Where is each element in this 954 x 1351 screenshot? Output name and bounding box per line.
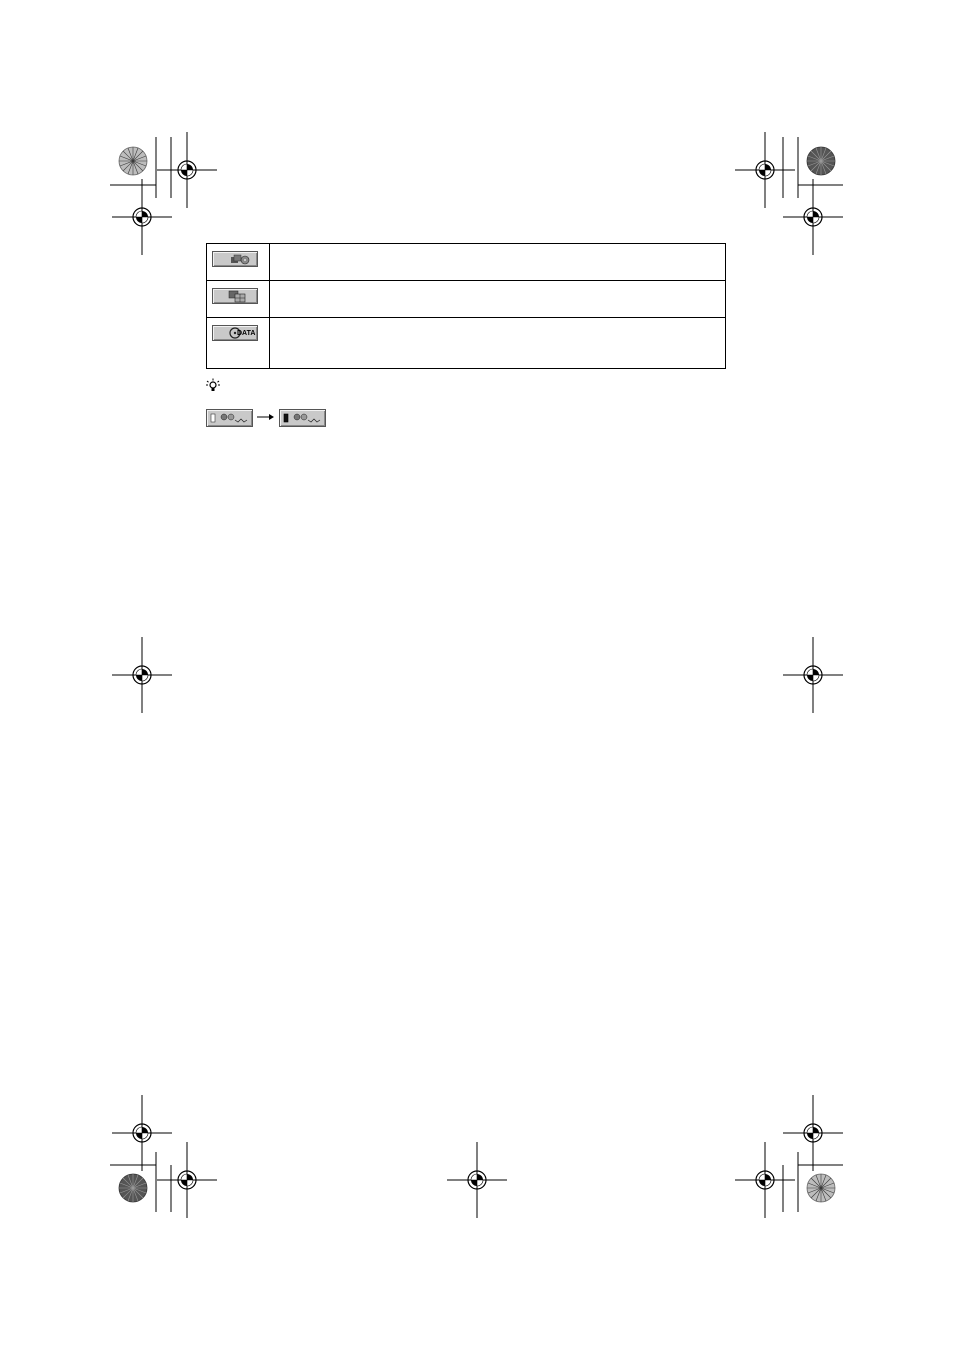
table-row [207, 281, 726, 318]
arrow-right-icon [257, 409, 275, 427]
registration-crosshair-icon [735, 1142, 795, 1218]
folders-to-disc-icon [212, 251, 258, 267]
registration-crosshair-icon [783, 1095, 843, 1171]
row-description [270, 281, 726, 318]
registration-crosshair-icon [112, 1095, 172, 1171]
icon-table [206, 243, 726, 369]
window-grid-icon [212, 288, 258, 304]
registration-crosshair-icon [735, 132, 795, 208]
registration-crosshair-icon [112, 179, 172, 255]
registration-crosshair-icon [783, 179, 843, 255]
starburst-target-icon [119, 1174, 147, 1202]
data-disc-icon [212, 325, 258, 341]
registration-crosshair-icon [783, 637, 843, 713]
lightbulb-hint-icon [205, 381, 221, 398]
registration-crosshair-icon [157, 132, 217, 208]
registration-crosshair-icon [112, 637, 172, 713]
starburst-target-icon [119, 147, 147, 175]
table-row [207, 244, 726, 281]
registration-crosshair-icon [157, 1142, 217, 1218]
data-disc-label: DATA [237, 330, 256, 337]
toggle-example [206, 409, 326, 427]
row-description [270, 244, 726, 281]
starburst-target-icon [807, 1174, 835, 1202]
table-row [207, 318, 726, 369]
tip-row [205, 378, 221, 399]
registration-crosshair-icon [447, 1142, 507, 1218]
row-description [270, 318, 726, 369]
starburst-target-icon [807, 147, 835, 175]
toggle-on-button-icon [279, 409, 326, 427]
toggle-off-button-icon [206, 409, 253, 427]
